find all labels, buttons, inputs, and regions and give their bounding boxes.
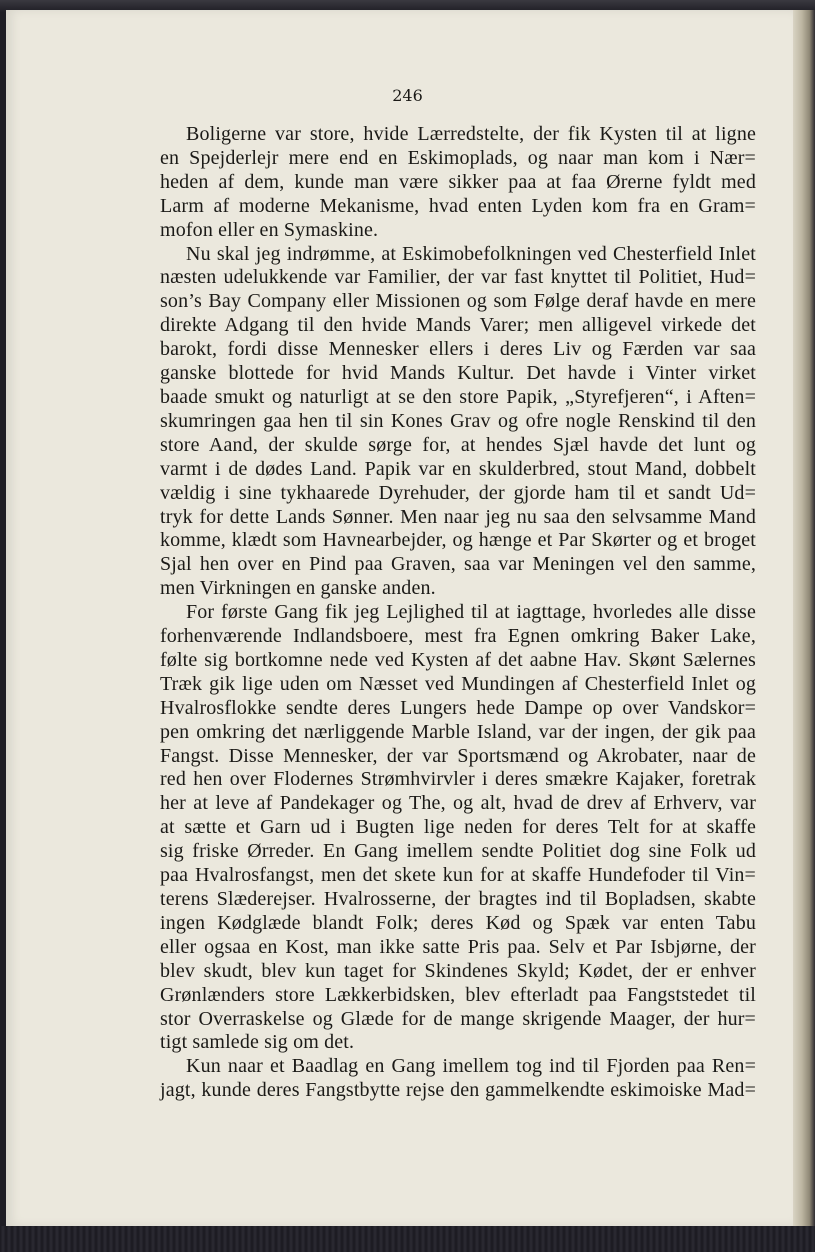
text-line: ingen Kødglæde blandt Folk; deres Kød og Spæk var enten Tabu [160, 911, 756, 934]
text-line: jagt, kunde deres Fangstbytte rejse den gammelkendte eskimoiske Mad= [160, 1079, 756, 1102]
text-line: paa Hvalrosfangst, men det skete kun for at skaffe Hundefoder til Vin= [160, 864, 756, 887]
text-line: tigt samlede sig om det. [160, 1031, 355, 1054]
text-line: tryk for dette Lands Sønner. Men naar jeg nu saa den selvsamme Mand [160, 505, 756, 528]
text-line: komme, klædt som Havnearbejder, og hænge et Par Skørter og et broget [160, 529, 756, 552]
text-line: næsten udelukkende var Familier, der var fast knyttet til Politiet, Hud= [160, 266, 756, 289]
text-line: ganske blottede for hvid Mands Kultur. Det havde i Vinter virket [160, 362, 756, 385]
text-line: vældig i sine tykhaarede Dyrehuder, der gjorde ham til et sandt Ud= [160, 481, 756, 504]
text-line: sig friske Ørreder. En Gang imellem sendte Politiet dog sine Folk ud [160, 840, 756, 863]
text-line: For første Gang fik jeg Lejlighed til at iagttage, hvorledes alle disse [186, 601, 756, 624]
text-line: her at leve af Pandekager og The, og alt, hvad de drev af Erhverv, var [160, 792, 756, 815]
text-line: men Virkningen en ganske anden. [160, 577, 436, 600]
text-line: Kun naar et Baadlag en Gang imellem tog ind til Fjorden paa Ren= [186, 1055, 756, 1078]
text-line: Fangst. Disse Mennesker, der var Sportsmænd og Akrobater, naar de [160, 744, 756, 767]
text-line: forhenværende Indlandsboere, mest fra Egnen omkring Baker Lake, [160, 625, 756, 648]
text-line: skumringen gaa hen til sin Kones Grav og ofre nogle Renskind til den [160, 409, 756, 432]
text-line: son’s Bay Company eller Missionen og som Følge deraf havde en mere [160, 290, 756, 313]
text-line: Træk gik lige uden om Næsset ved Mundingen af Chesterfield Inlet og [160, 672, 756, 695]
page-number: 246 [392, 86, 423, 105]
body-text [160, 123, 756, 1103]
text-line: store Aand, der skulde sørge for, at hendes Sjæl havde det lunt og [160, 433, 756, 456]
text-line: Sjal hen over en Pind paa Graven, saa var Meningen vel den samme, [160, 553, 756, 576]
text-line: heden af dem, kunde man være sikker paa at faa Ørerne fyldt med [160, 170, 756, 193]
scan-bottom-border [0, 1226, 815, 1252]
text-line: blev skudt, blev kun taget for Skindenes Skyld; Kødet, der er enhver [160, 959, 756, 982]
text-line: baade smukt og naturligt at se den store Papik, „Styrefjeren“, i Aften= [160, 385, 756, 408]
text-line: Hvalrosflokke sendte deres Lungers hede Dampe op over Vandskor= [160, 696, 756, 719]
text-line: terens Slæderejser. Hvalrosserne, der bragtes ind til Bopladsen, skabte [160, 888, 756, 910]
text-line: varmt i de dødes Land. Papik var en skulderbred, stout Mand, dobbelt [160, 457, 756, 480]
page-edge-shadow [793, 10, 815, 1226]
text-line: følte sig bortkomne nede ved Kysten af det aabne Hav. Skønt Sælernes [160, 648, 756, 671]
text-line: Boligerne var store, hvide Lærredstelte, der fik Kysten til at ligne [186, 123, 756, 145]
text-line: at sætte et Garn ud i Bugten lige neden for deres Telt for at skaffe [160, 816, 756, 839]
text-line: barokt, fordi disse Mennesker ellers i deres Liv og Færden var saa [160, 338, 756, 361]
text-line: Grønlænders store Lækkerbidsken, blev efterladt paa Fangststedet til [160, 983, 756, 1006]
text-line: en Spejderlejr mere end en Eskimoplads, og naar man kom i Nær= [160, 146, 756, 169]
text-line: stor Overraskelse og Glæde for de mange skrigende Maager, der hur= [160, 1007, 756, 1030]
text-line: pen omkring det nærliggende Marble Island, var der ingen, der gik paa [160, 720, 756, 743]
text-line: Larm af moderne Mekanisme, hvad enten Lyden kom fra en Gram= [160, 194, 756, 217]
text-line: red hen over Flodernes Strømhvirvler i deres smækre Kajaker, foretrak [160, 768, 756, 791]
text-line: Nu skal jeg indrømme, at Eskimobefolkningen ved Chesterfield Inlet [186, 242, 756, 265]
text-line: mofon eller en Symaskine. [160, 218, 379, 241]
text-line: direkte Adgang til den hvide Mands Varer; men alligevel virkede det [160, 314, 756, 337]
text-line: eller ogsaa en Kost, man ikke satte Pris paa. Selv et Par Isbjørne, der [160, 935, 756, 958]
